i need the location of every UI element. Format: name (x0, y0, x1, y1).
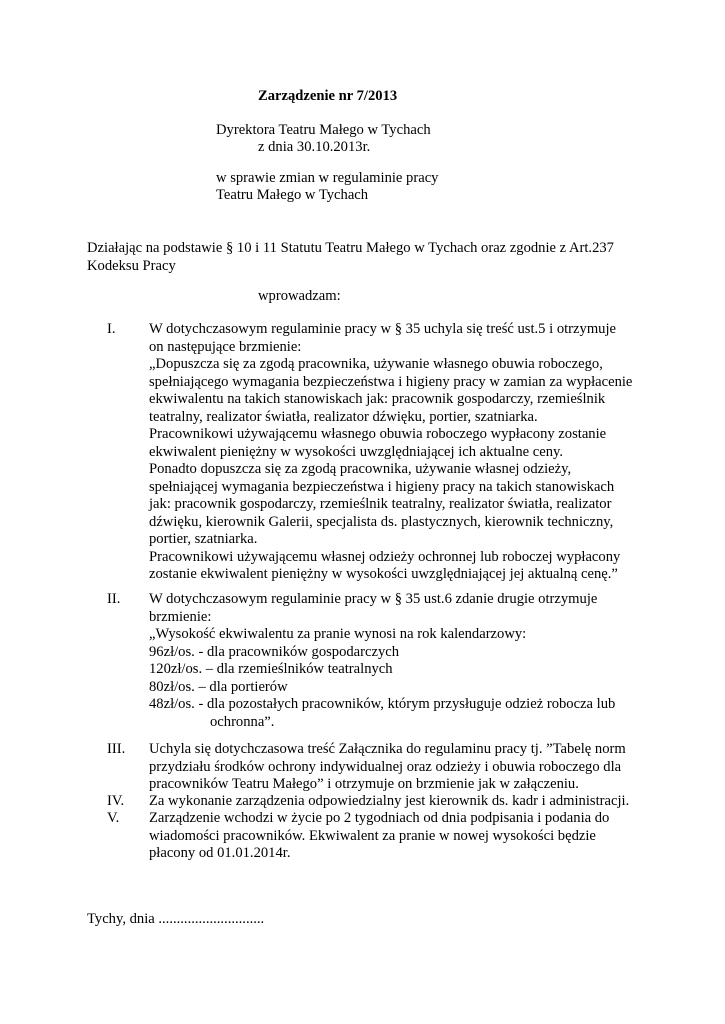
section-line: ekwiwalentu na takich stanowiskach jak: pracownik gospodarczy, rzemieślnik (149, 391, 606, 407)
section-line: 120zł/os. – dla rzemieślników teatralnych (149, 661, 393, 677)
section-line: przydziału środków ochrony indywidualnej oraz odzieży i obuwia roboczego dla (149, 758, 622, 775)
section-line: Za wykonanie zarządzenia odpowiedzialny jest kierownik ds. kadr i administracji. (149, 793, 630, 809)
place-date-line: Tychy, dnia ............................. (87, 911, 265, 927)
section-line: Pracownikowi używającemu własnej odzieży ochronnej lub roboczej wypłacony (149, 548, 621, 565)
preamble-line-2: Kodeksu Pracy (87, 257, 176, 274)
section-body (149, 810, 609, 863)
section-line: płacony od 01.01.2014r. (149, 845, 291, 861)
section-line: Zarządzenie wchodzi w życie po 2 tygodniach od dnia podpisania i podania do (149, 810, 610, 826)
preamble-line-1: Działając na podstawie § 10 i 11 Statutu Teatru Małego w Tychach oraz zgodnie z Art.237 (87, 240, 614, 256)
subject-line-2: Teatru Małego w Tychach (216, 187, 369, 203)
section-body (149, 591, 615, 731)
section-line: jak: pracownik gospodarczy, rzemieślnik teatralny, realizator światła, realizator (149, 496, 612, 512)
preamble (87, 240, 614, 275)
section-line: Pracownikowi używającemu własnego obuwia roboczego wypłacony zostanie (149, 426, 607, 442)
issuer-line: Dyrektora Teatru Małego w Tychach (216, 122, 431, 138)
section-numeral: IV. (107, 793, 125, 809)
section-numeral: II. (107, 591, 121, 607)
section-numeral: I. (107, 321, 116, 337)
section-line: 80zł/os. – dla portierów (149, 678, 288, 695)
document-title: Zarządzenie nr 7/2013 (258, 88, 398, 104)
section-line: „Wysokość ekwiwalentu za pranie wynosi na rok kalendarzowy: (149, 626, 527, 642)
section-body (149, 321, 632, 584)
section-numeral: III. (107, 741, 126, 757)
section-line: wiadomości pracowników. Ekwiwalent za pranie w nowej wysokości będzie (149, 827, 596, 844)
section-line: portier, szatniarka. (149, 531, 258, 547)
section-line: brzmienie: (149, 608, 212, 625)
section-line: „Dopuszcza się za zgodą pracownika, używanie własnego obuwia roboczego, (149, 356, 603, 372)
section-line: ochronna”. (210, 713, 275, 730)
section-line: spełniającej wymagania bezpieczeństwa i higieny pracy na takich stanowiskach (149, 478, 615, 495)
subject-line-1: w sprawie zmian w regulaminie pracy (216, 170, 439, 186)
section-body (149, 741, 626, 794)
section-line: zostanie ekwiwalent pieniężny w wysokości uwzględniającej jej aktualną cenę.” (149, 566, 618, 582)
section-line: 48zł/os. - dla pozostałych pracowników, którym przysługuje odzież robocza lub (149, 696, 616, 712)
section-line: pracowników Teatru Małego” i otrzymuje on brzmienie jak w załączeniu. (149, 776, 579, 792)
section-line: dźwięku, kierownik Galerii, specjalista ds. plastycznych, kierownik techniczny, (149, 513, 614, 530)
section-line: Ponadto dopuszcza się za zgodą pracownika, używanie własnej odzieży, (149, 461, 572, 477)
section-line: W dotychczasowym regulaminie pracy w § 35 ust.6 zdanie drugie otrzymuje (149, 591, 598, 607)
section-numeral: V. (107, 810, 120, 826)
section-line: on następujące brzmienie: (149, 338, 302, 355)
section-line: spełniającego wymagania bezpieczeństwa i higieny pracy w zamian za wypłacenie (149, 373, 633, 390)
section-line: W dotychczasowym regulaminie pracy w § 35 uchyla się treść ust.5 i otrzymuje (149, 321, 616, 337)
section-line: teatralny, realizator światła, realizator dźwięku, portier, szatniarka. (149, 408, 538, 425)
section-line: ekwiwalent pieniężny w wysokości uwzględniającej ich aktualne ceny. (149, 443, 564, 460)
introduce-text: wprowadzam: (258, 288, 341, 304)
section-body (149, 793, 629, 811)
section-line: 96zł/os. - dla pracowników gospodarczych (149, 643, 400, 660)
date-line: z dnia 30.10.2013r. (258, 139, 371, 155)
section-line: Uchyla się dotychczasowa treść Załącznika do regulaminu pracy tj. ”Tabelę norm (149, 741, 626, 757)
